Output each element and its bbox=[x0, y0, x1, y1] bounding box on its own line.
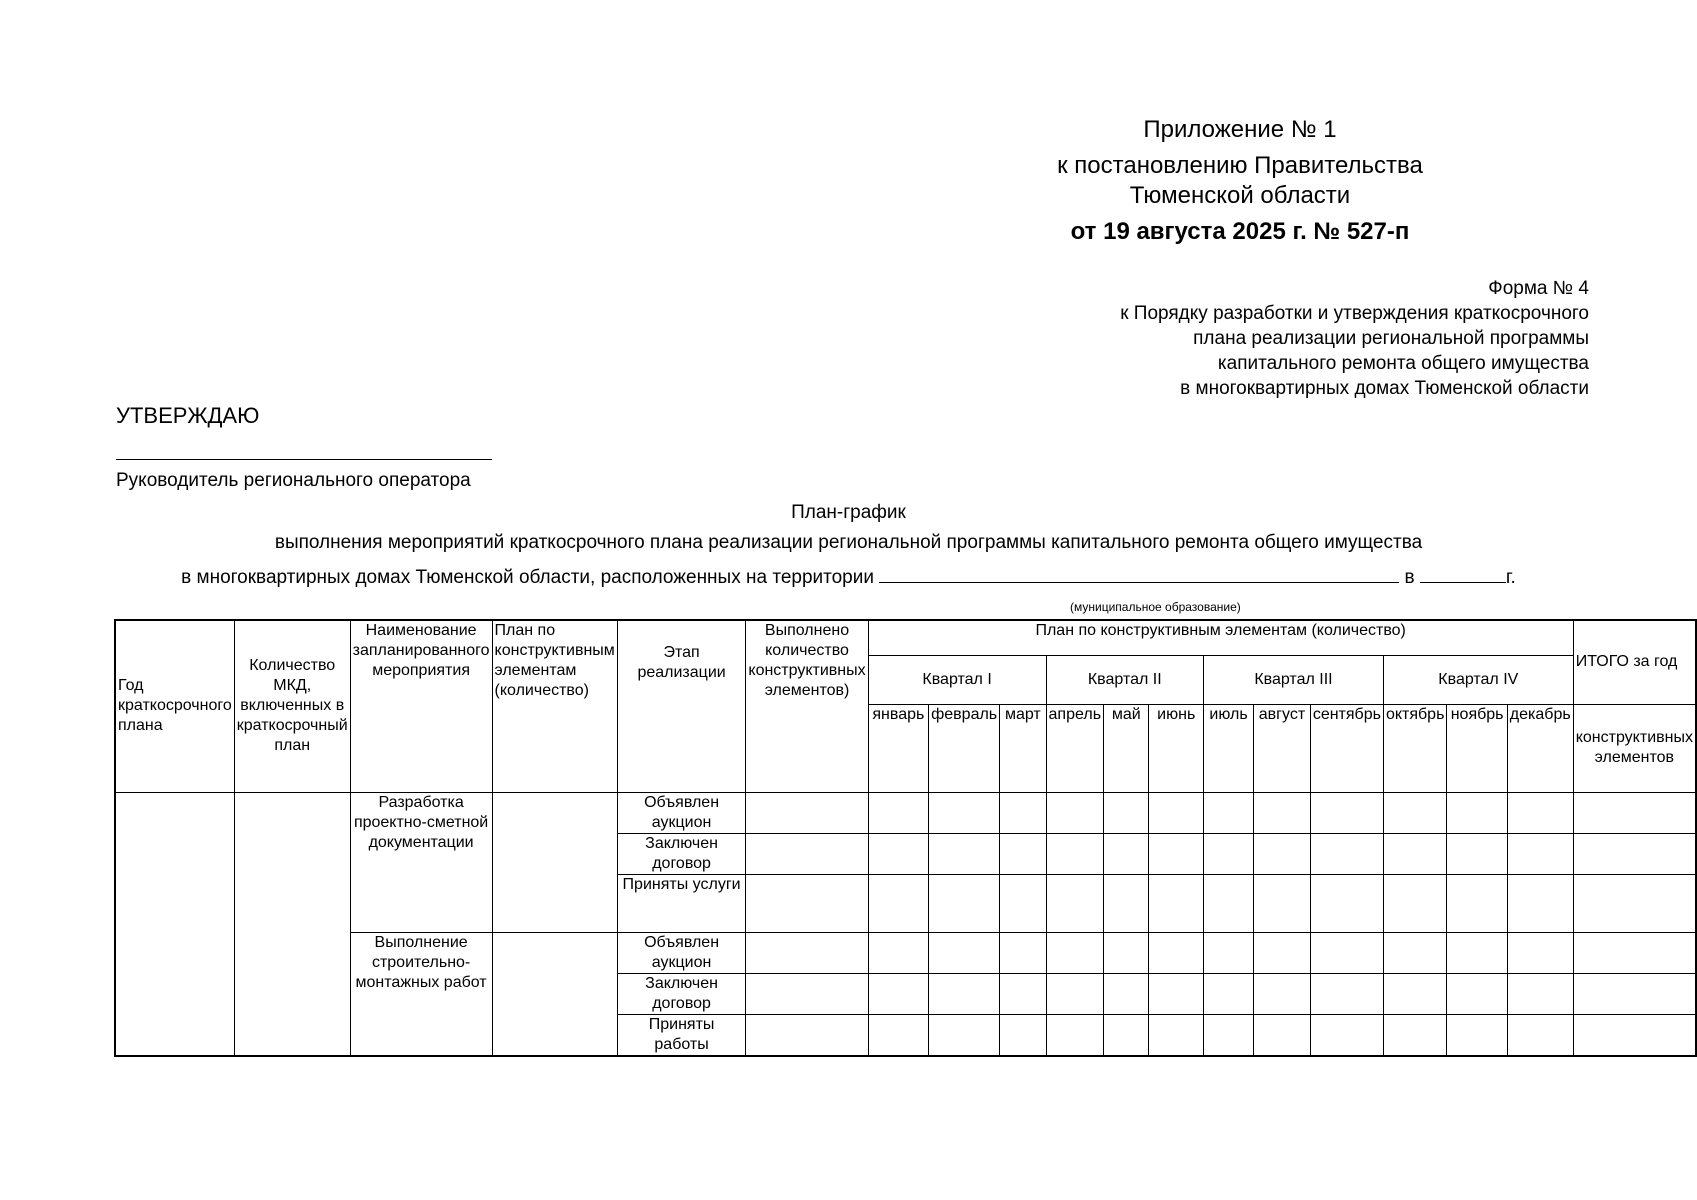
total-cell[interactable] bbox=[1573, 973, 1696, 1014]
month-cell[interactable] bbox=[1046, 932, 1104, 973]
month-cell[interactable] bbox=[1447, 874, 1507, 932]
month-october: октябрь bbox=[1383, 704, 1446, 792]
appendix-title: Приложение № 1 bbox=[1143, 116, 1337, 143]
month-cell[interactable] bbox=[868, 792, 928, 833]
month-april: апрель bbox=[1046, 704, 1104, 792]
header-plan: План по конструктивным элементам (количество) bbox=[492, 620, 617, 792]
stage-label: Заключен договор bbox=[617, 973, 746, 1014]
header-plan-group: План по конструктивным элементам (количество) bbox=[868, 620, 1573, 655]
plan-cell[interactable] bbox=[492, 792, 617, 932]
month-may: май bbox=[1104, 704, 1149, 792]
header-activity: Наименование запланированного мероприятия bbox=[350, 620, 492, 792]
month-cell[interactable] bbox=[1000, 973, 1046, 1014]
month-cell[interactable] bbox=[1254, 792, 1311, 833]
month-cell[interactable] bbox=[1000, 792, 1046, 833]
month-cell[interactable] bbox=[1507, 1014, 1573, 1056]
month-cell[interactable] bbox=[1383, 874, 1446, 932]
total-cell[interactable] bbox=[1573, 874, 1696, 932]
done-cell[interactable] bbox=[746, 1014, 868, 1056]
month-cell[interactable] bbox=[868, 874, 928, 932]
done-cell[interactable] bbox=[746, 973, 868, 1014]
month-cell[interactable] bbox=[1254, 973, 1311, 1014]
month-cell[interactable] bbox=[1104, 833, 1149, 874]
header-row-1 bbox=[115, 620, 1696, 655]
month-cell[interactable] bbox=[1204, 973, 1254, 1014]
month-cell[interactable] bbox=[1507, 973, 1573, 1014]
form-line-2: плана реализации региональной программы bbox=[1193, 328, 1589, 349]
appendix-block bbox=[960, 115, 1520, 247]
year-cell[interactable] bbox=[115, 792, 234, 1056]
month-cell[interactable] bbox=[929, 973, 1000, 1014]
month-cell[interactable] bbox=[1447, 833, 1507, 874]
month-cell[interactable] bbox=[1507, 874, 1573, 932]
done-cell[interactable] bbox=[746, 833, 868, 874]
month-cell[interactable] bbox=[1204, 792, 1254, 833]
done-cell[interactable] bbox=[746, 932, 868, 973]
month-september: сентябрь bbox=[1310, 704, 1383, 792]
month-cell[interactable] bbox=[1383, 932, 1446, 973]
activity-name: Разработка проектно-сметной документации bbox=[350, 792, 492, 932]
month-cell[interactable] bbox=[1204, 932, 1254, 973]
count-cell[interactable] bbox=[234, 792, 350, 1056]
month-cell[interactable] bbox=[1383, 792, 1446, 833]
header-count: Количество МКД, включенных в краткосрочный план bbox=[234, 620, 350, 792]
month-march: март bbox=[1000, 704, 1046, 792]
activity-name: Выполнение строительно-монтажных работ bbox=[350, 932, 492, 1056]
month-cell[interactable] bbox=[1000, 932, 1046, 973]
month-cell[interactable] bbox=[1383, 973, 1446, 1014]
month-cell[interactable] bbox=[1104, 792, 1149, 833]
month-cell[interactable] bbox=[1507, 932, 1573, 973]
header-total: ИТОГО за год bbox=[1573, 620, 1696, 704]
quarter-4: Квартал IV bbox=[1383, 655, 1573, 704]
plan-cell[interactable] bbox=[492, 932, 617, 1056]
year-suffix: г. bbox=[1505, 567, 1516, 588]
approve-label: УТВЕРЖДАЮ bbox=[116, 403, 260, 428]
month-cell[interactable] bbox=[1254, 874, 1311, 932]
month-cell[interactable] bbox=[1104, 1014, 1149, 1056]
month-cell[interactable] bbox=[1046, 792, 1104, 833]
form-reference bbox=[869, 276, 1589, 401]
month-cell[interactable] bbox=[1000, 833, 1046, 874]
month-cell[interactable] bbox=[1204, 874, 1254, 932]
month-cell[interactable] bbox=[868, 932, 928, 973]
stage-label: Приняты работы bbox=[617, 1014, 746, 1056]
month-cell[interactable] bbox=[1507, 792, 1573, 833]
month-cell[interactable] bbox=[1149, 932, 1204, 973]
municipal-note: (муниципальное образование) bbox=[1070, 600, 1241, 614]
month-cell[interactable] bbox=[868, 1014, 928, 1056]
month-cell[interactable] bbox=[1204, 1014, 1254, 1056]
total-cell[interactable] bbox=[1573, 792, 1696, 833]
municipality-blank[interactable] bbox=[879, 562, 1399, 583]
table-row bbox=[115, 932, 1696, 973]
month-cell[interactable] bbox=[1149, 874, 1204, 932]
month-cell[interactable] bbox=[1447, 1014, 1507, 1056]
quarter-1: Квартал I bbox=[868, 655, 1046, 704]
month-cell[interactable] bbox=[1507, 833, 1573, 874]
done-cell[interactable] bbox=[746, 874, 868, 932]
month-cell[interactable] bbox=[1310, 833, 1383, 874]
month-cell[interactable] bbox=[1149, 833, 1204, 874]
month-cell[interactable] bbox=[1310, 792, 1383, 833]
stage-label: Объявлен аукцион bbox=[617, 792, 746, 833]
month-june: июнь bbox=[1149, 704, 1204, 792]
in-text: в bbox=[1404, 567, 1415, 588]
month-cell[interactable] bbox=[1149, 792, 1204, 833]
year-blank[interactable] bbox=[1420, 562, 1506, 583]
total-cell[interactable] bbox=[1573, 1014, 1696, 1056]
form-line-1: к Порядку разработки и утверждения краткосрочного bbox=[1120, 303, 1589, 324]
plan-subtitle: выполнения мероприятий краткосрочного плана реализации региональной программы капитального ремонта общего имущества bbox=[274, 532, 1423, 553]
plan-title: План-график bbox=[791, 502, 906, 523]
month-cell[interactable] bbox=[929, 874, 1000, 932]
header-stage: Этап реализации bbox=[617, 620, 746, 792]
month-cell[interactable] bbox=[1149, 973, 1204, 1014]
month-january: январь bbox=[868, 704, 928, 792]
plan-schedule-table bbox=[114, 619, 1697, 1057]
month-november: ноябрь bbox=[1447, 704, 1507, 792]
quarter-3: Квартал III bbox=[1204, 655, 1384, 704]
month-cell[interactable] bbox=[1046, 1014, 1104, 1056]
month-cell[interactable] bbox=[868, 833, 928, 874]
month-cell[interactable] bbox=[1383, 1014, 1446, 1056]
signer-title: Руководитель регионального оператора bbox=[116, 470, 471, 491]
decree-reference: от 19 августа 2025 г. № 527-п bbox=[1070, 218, 1410, 245]
header-done: Выполнено количество конструктивных элементов) bbox=[746, 620, 868, 792]
month-cell[interactable] bbox=[868, 973, 928, 1014]
month-cell[interactable] bbox=[1046, 874, 1104, 932]
stage-label: Объявлен аукцион bbox=[617, 932, 746, 973]
month-cell[interactable] bbox=[1104, 932, 1149, 973]
appendix-line-1: к постановлению Правительства bbox=[1057, 152, 1423, 179]
month-cell[interactable] bbox=[929, 833, 1000, 874]
header-total-elements: конструктивных элементов bbox=[1573, 704, 1696, 792]
month-cell[interactable] bbox=[1149, 1014, 1204, 1056]
month-cell[interactable] bbox=[1000, 1014, 1046, 1056]
month-cell[interactable] bbox=[1046, 973, 1104, 1014]
header-year: Год краткосрочного плана bbox=[115, 620, 234, 792]
month-cell[interactable] bbox=[1447, 792, 1507, 833]
month-cell[interactable] bbox=[1310, 1014, 1383, 1056]
stage-label: Заключен договор bbox=[617, 833, 746, 874]
month-december: декабрь bbox=[1507, 704, 1573, 792]
plan-territory-line bbox=[0, 562, 1697, 589]
month-cell[interactable] bbox=[1447, 973, 1507, 1014]
territory-text: в многоквартирных домах Тюменской области, расположенных на территории bbox=[181, 567, 874, 588]
form-title: Форма № 4 bbox=[1488, 278, 1589, 299]
total-cell[interactable] bbox=[1573, 932, 1696, 973]
appendix-line-2: Тюменской области bbox=[1129, 182, 1351, 209]
month-cell[interactable] bbox=[1104, 874, 1149, 932]
month-cell[interactable] bbox=[1310, 874, 1383, 932]
month-cell[interactable] bbox=[1310, 973, 1383, 1014]
month-cell[interactable] bbox=[1046, 833, 1104, 874]
month-august: август bbox=[1254, 704, 1311, 792]
month-cell[interactable] bbox=[1254, 932, 1311, 973]
month-cell[interactable] bbox=[1104, 973, 1149, 1014]
done-cell[interactable] bbox=[746, 792, 868, 833]
total-cell[interactable] bbox=[1573, 833, 1696, 874]
month-cell[interactable] bbox=[1204, 833, 1254, 874]
month-cell[interactable] bbox=[1254, 833, 1311, 874]
month-cell[interactable] bbox=[1254, 1014, 1311, 1056]
month-cell[interactable] bbox=[1000, 874, 1046, 932]
month-cell[interactable] bbox=[1383, 833, 1446, 874]
month-february: февраль bbox=[929, 704, 1000, 792]
table-row bbox=[115, 792, 1696, 833]
form-line-4: в многоквартирных домах Тюменской области bbox=[1180, 378, 1589, 399]
month-cell[interactable] bbox=[929, 932, 1000, 973]
month-cell[interactable] bbox=[1447, 932, 1507, 973]
month-cell[interactable] bbox=[929, 792, 1000, 833]
signature-line bbox=[116, 459, 492, 460]
month-cell[interactable] bbox=[929, 1014, 1000, 1056]
quarter-2: Квартал II bbox=[1046, 655, 1203, 704]
stage-label: Приняты услуги bbox=[617, 874, 746, 932]
month-cell[interactable] bbox=[1310, 932, 1383, 973]
month-july: июль bbox=[1204, 704, 1254, 792]
form-line-3: капитального ремонта общего имущества bbox=[1217, 353, 1589, 374]
